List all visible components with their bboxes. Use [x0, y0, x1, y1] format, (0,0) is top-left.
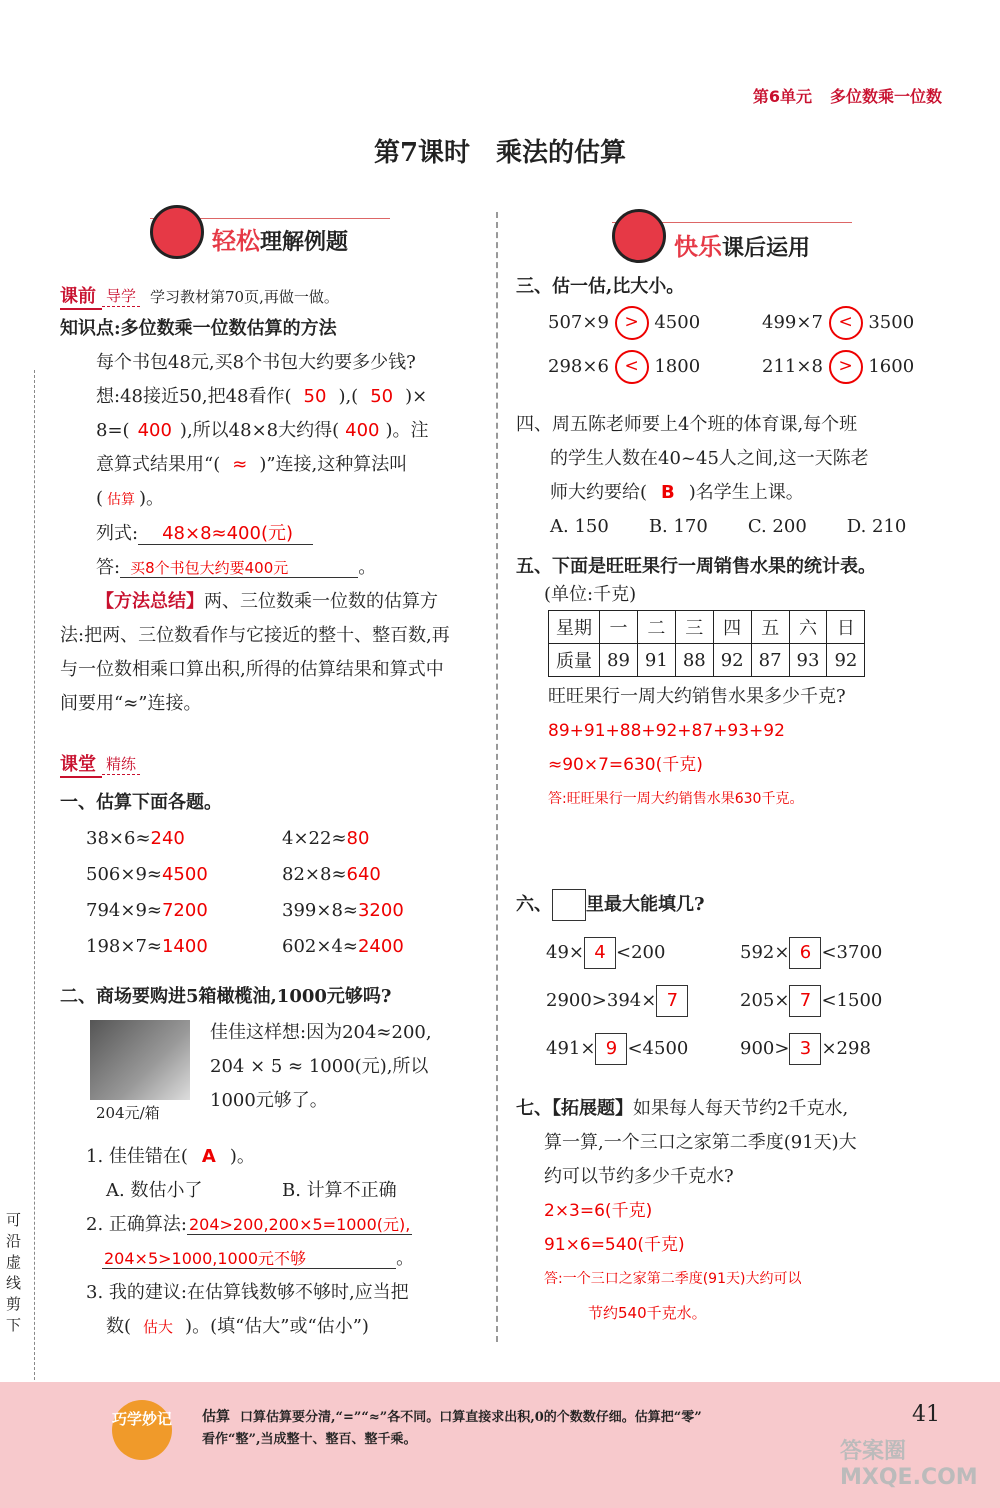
estimate-item: 794×9≈7200 [86, 900, 208, 921]
answer-50-b: 50 [370, 386, 394, 407]
column-divider [496, 212, 498, 1342]
pre-class-tag [60, 282, 339, 310]
in-class-tag [60, 750, 150, 778]
q2-answer-1: 204>200,200×5=1000(元), [188, 1215, 411, 1234]
tag-pre-class: 课前 [60, 282, 102, 310]
q2-line-1: 2. 正确算法: 204>200,200×5=1000(元), [86, 1214, 411, 1235]
compare-item: 298×6 < 1800 [548, 350, 762, 384]
q3-line-1: 3. 我的建议:在估算钱数够不够时,应当把 [86, 1282, 409, 1303]
banner-big-text: 快乐 [674, 233, 722, 261]
section-7: 七、【拓展题】如果每人每天节约2千克水, 算一算,一个三口之家第二季度(91天)大 约可以节约多少千克水? 2×3=6(千克) 91×6=540(千克) 答:一个三口之家第二季度(91天)大约可以 节约540千克水。 [516, 1098, 857, 1322]
method-line-2: 法:把两、三位数看作与它接近的整十、整百数,再 [60, 625, 450, 646]
section-4: 四、周五陈老师要上4个班的体育课,每个班 的学生人数在40~45人之间,这一天陈老 师大约要给( B )名学生上课。 A. 150 B. 170 C. 200 D. 210 [516, 408, 956, 544]
think-line-4: ( 估算 )。 [96, 488, 165, 509]
section-2-title: 二、商场要购进5箱橄榄油,1000元够吗? [60, 986, 392, 1007]
method-line-3: 与一位数相乘口算出积,所得的估算结果和算式中 [60, 659, 444, 680]
tips-footer [0, 1382, 1000, 1508]
q4-options: A. 150 B. 170 C. 200 D. 210 [550, 516, 907, 537]
q1-line: 1. 佳佳错在( A )。 [86, 1146, 255, 1167]
example-question: 每个书包48元,买8个书包大约要多少钱? [96, 352, 416, 373]
fill-item: 2900>394× 7 [546, 984, 740, 1018]
estimate-item: 399×8≈3200 [282, 900, 404, 921]
answer-50-a: 50 [303, 386, 327, 407]
section-5-title: 五、下面是旺旺果行一周销售水果的统计表。 [516, 556, 876, 577]
think-line-3: 意算式结果用“( ≈ )”连接,这种算法叫 [96, 454, 408, 475]
fruit-sales-table [548, 610, 865, 677]
blank-box-icon [552, 889, 586, 921]
tag-pre-class-sub: 导学 [102, 285, 140, 307]
formula-line: 列式: 48×8≈400(元) [60, 517, 490, 551]
estimate-item: 82×8≈640 [282, 864, 381, 885]
compare-item: 211×8 > 1600 [762, 350, 962, 384]
answer-400-b: 400 [345, 420, 380, 441]
boy-mascot-icon [612, 209, 666, 263]
boy-mascot-icon [150, 205, 204, 259]
compare-item: 499×7 < 3500 [762, 306, 962, 340]
answer-line: 答: 买8个书包大约要400元 。 [96, 557, 377, 578]
q4-answer: B [661, 482, 675, 503]
cut-label: 可沿虚线剪下 [6, 1211, 22, 1334]
knowledge-point: 知识点:多位数乘一位数估算的方法 [60, 318, 337, 339]
estimate-item: 602×4≈2400 [282, 936, 404, 957]
think-line-1: 想:48接近50,把48看作( 50 ),( 50 )× [96, 386, 428, 407]
section-3-title: 三、估一估,比大小。 [516, 276, 685, 297]
q2-line-2: 204×5>1000,1000元不够 。 [104, 1248, 415, 1269]
section-5-answer: 旺旺果行一周大约销售水果多少千克? 89+91+88+92+87+93+92 ≈90×7=630(千克) 答:旺旺果行一周大约销售水果630千克。 [548, 686, 846, 807]
header-unit: 第6单元 [752, 87, 812, 106]
estimate-item: 4×22≈80 [282, 828, 370, 849]
fill-item: 205× 7 <1500 [740, 984, 940, 1018]
table-row: 星期 一 二 三 四 五 六 日 [549, 611, 865, 644]
cut-line [34, 370, 35, 1380]
table-row: 质量 89 91 88 92 87 93 92 [549, 644, 865, 677]
q2-answer-2: 204×5>1000,1000元不够 [102, 1249, 396, 1269]
estimate-item: 198×7≈1400 [86, 936, 208, 957]
section-2-questions [86, 1140, 496, 1344]
banner-big-text: 轻松 [212, 227, 260, 255]
left-banner [150, 218, 390, 279]
banner-small-text: 理解例题 [260, 230, 349, 255]
page-number: 41 [912, 1402, 940, 1427]
q3-answer: 估大 [143, 1318, 174, 1336]
tag-in-class: 课堂 [60, 750, 102, 778]
estimate-grid [86, 822, 486, 964]
q1-answer: A [201, 1146, 216, 1167]
fill-item: 491× 9 <4500 [546, 1032, 740, 1066]
fill-grid [546, 936, 940, 1066]
tips-text: 估算 口算估算要分清,“=”“≈”各不同。口算直接求出积,0的个数数仔细。估算把“零” 看作“整”,当成整十、整百、整千乘。 [202, 1409, 702, 1447]
think-line-2: 8=( 400 ),所以48×8大约得( 400 )。注 [96, 420, 429, 441]
fill-item: 49× 4 <200 [546, 936, 740, 970]
page-title: 第7课时 乘法的估算 [373, 138, 627, 168]
compare-grid [548, 306, 962, 384]
estimate-item: 506×9≈4500 [86, 864, 208, 885]
fill-item: 592× 6 <3700 [740, 936, 940, 970]
answer-estimate: 估算 [107, 492, 136, 508]
example-answer: 买8个书包大约要400元 [120, 559, 358, 578]
method-line-4: 间要用“≈”连接。 [60, 693, 202, 714]
page-header [735, 84, 942, 107]
olive-oil-photo [90, 1020, 190, 1100]
fill-item: 900> 3 ×298 [740, 1032, 940, 1066]
jiajia-thought: 佳佳这样想:因为204≈200, 204 × 5 ≈ 1000(元),所以 1000元够了。 [210, 1022, 432, 1111]
price-label: 204元/箱 [96, 1104, 160, 1122]
answer-400-a: 400 [137, 420, 172, 441]
header-topic: 多位数乘一位数 [829, 87, 942, 106]
q3-line-2: 数( 估大 )。(填“估大”或“估小”) [106, 1316, 369, 1337]
example-section [60, 312, 490, 721]
method-line-1: 【方法总结】两、三位数乘一位数的估算方 [96, 591, 438, 612]
estimate-item: 38×6≈240 [86, 828, 185, 849]
extension-tag: 七、【拓展题】 [516, 1098, 633, 1119]
tag-in-class-sub: 精练 [102, 753, 140, 775]
q1-options: A. 数估小了 B. 计算不正确 [106, 1180, 397, 1201]
banner-small-text: 课后运用 [722, 236, 811, 261]
section-6-title: 六、 里最大能填几? [516, 888, 705, 922]
formula-answer: 48×8≈400(元) [138, 523, 313, 545]
watermark: 答案圈 MXQE.COM [840, 1439, 978, 1490]
answer-approx: ≈ [232, 454, 248, 475]
method-tag: 【方法总结】 [96, 591, 204, 612]
section-1-title: 一、估算下面各题。 [60, 792, 222, 813]
tips-badge: 巧学妙记 [112, 1400, 172, 1460]
pre-class-note: 学习教材第70页,再做一做。 [150, 287, 339, 306]
compare-item: 507×9 > 4500 [548, 306, 762, 340]
table-unit: (单位:千克) [544, 584, 637, 605]
